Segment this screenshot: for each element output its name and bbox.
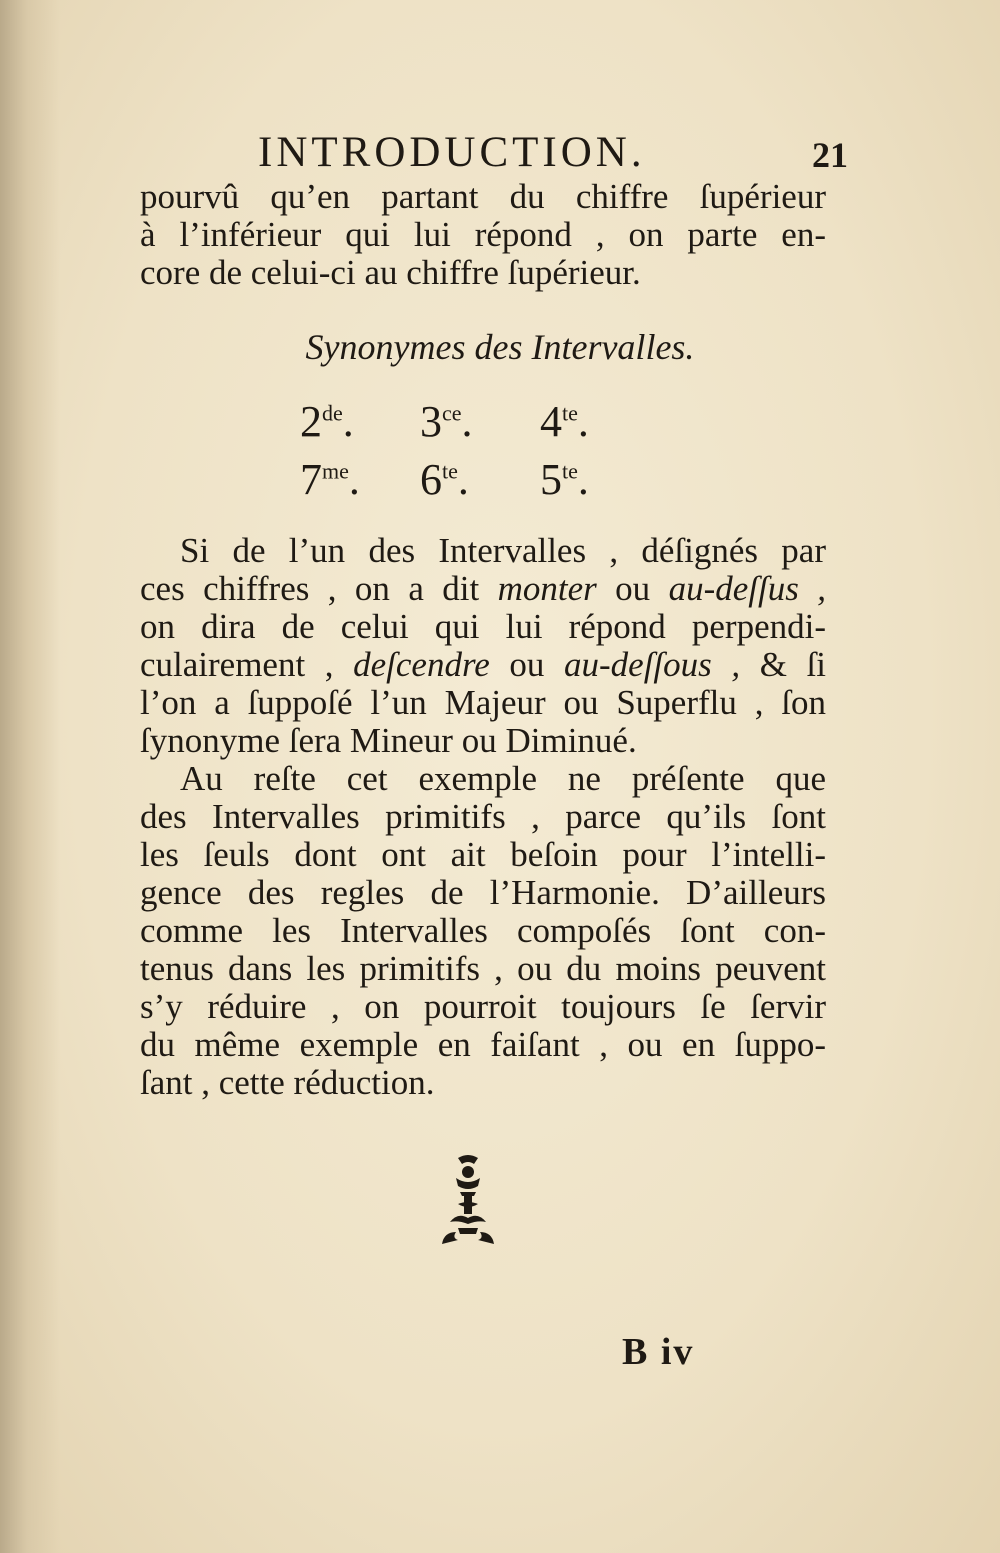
signature-mark: B iv [622,1331,695,1373]
interval-seventh: $7^{me}$. [300,455,360,504]
interval-third: $3^{ce}$. [420,397,473,446]
interval-second: 2de. [300,397,354,446]
interval-fourth: $4^{te}$. [540,397,589,446]
text-line: comme les Intervalles compoſés ſont con- [140,911,826,950]
italic-term: deſcendre [353,645,490,684]
text-line: des Intervalles primitifs , parce qu’ils ſont [140,797,826,836]
text-line: gence des regles de l’Harmonie. D’ailleurs [140,873,826,912]
text-line: les ſeuls dont ont ait beſoin pour l’intelli- [140,835,826,874]
section-subtitle: Synonymes des Intervalles. [305,327,695,367]
running-title: INTRODUCTION. [258,129,646,176]
interval-sixth: $6^{te}$. [420,455,469,504]
text-line: culairement , deſcendre ou au-deſſous , & ſi [140,645,826,684]
italic-term: au-deſſus , [668,569,826,608]
text-line: tenus dans les primitifs , ou du moins peuvent [140,949,826,988]
text-line: core de celui-ci au chiffre ſupérieur. [140,253,641,292]
text-line: s’y réduire , on pourroit toujours ſe ſervir [140,987,826,1026]
text-line: Si de l’un des Intervalles , déſignés par [180,531,826,570]
paragraph-synonyms [140,532,826,1102]
interval-fifth: $5^{te}$. [540,455,589,504]
text-line: ſant , cette réduction. [140,1063,435,1102]
text-line: à l’inférieur qui lui répond , on parte en- [140,215,826,254]
text-line: Au reſte cet exemple ne préſente que [180,759,826,798]
synonyms-table [300,396,660,512]
synonyms-row-upper [300,396,660,454]
synonyms-row-lower [300,454,660,512]
page-number: 21 [812,135,848,175]
text-line: on dira de celui qui lui répond perpendi- [140,607,826,646]
italic-term: monter [497,569,597,608]
page-gutter-shadow [0,0,60,1553]
paragraph-continuation [140,178,826,292]
text-line: ſynonyme ſera Mineur ou Diminué. [140,721,637,760]
text-line: du même exemple en faiſant , ou en ſuppo- [140,1025,826,1064]
printer-ornament-icon [428,1152,508,1252]
page-header [258,128,848,184]
italic-term: au-deſſous , [564,645,741,684]
text-line: ces chiffres , on a dit monter ou au-deſſus , [140,569,826,608]
text-line: pourvû qu’en partant du chiffre ſupérieur [140,177,826,216]
text-line: l’on a ſuppoſé l’un Majeur ou Superflu , ſon [140,683,826,722]
